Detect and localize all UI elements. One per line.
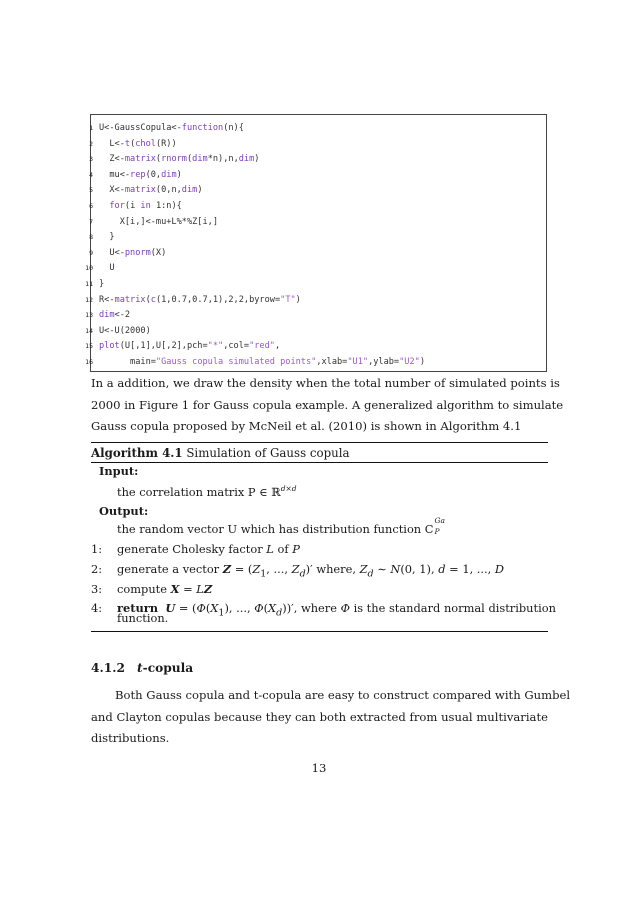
algorithm-label: Algorithm 4.1 xyxy=(91,446,183,460)
algorithm-output-label: Output: xyxy=(99,504,149,518)
code-text: U xyxy=(99,263,115,274)
code-text: X<-matrix(0,n,dim) xyxy=(99,185,203,196)
line-number: 2 xyxy=(89,139,93,148)
paragraph-line: 2000 in Figure 1 for Gauss copula example. A generalized algorithm to simulate xyxy=(91,397,564,412)
code-text: plot(U[,1],U[,2],pch="*",col="red", xyxy=(99,341,281,352)
paragraph-line: distributions. xyxy=(91,731,170,745)
line-number: 1 xyxy=(89,124,93,132)
line-number: 14 xyxy=(85,326,93,335)
code-listing xyxy=(85,114,547,372)
line-number: 11 xyxy=(85,280,93,288)
algorithm-step-continuation: function. xyxy=(117,611,169,625)
algorithm-step: generate a vector $Z = (Z_1$, ..., $Z_d)'$ where, $Z_d$ ∼ N(0, 1), d = 1, ..., D xyxy=(117,562,505,580)
algorithm-output-text: the random vector U which has distribution function C Ga P xyxy=(117,516,445,536)
line-number: 5 xyxy=(89,186,93,195)
algorithm-title: Simulation of Gauss copula xyxy=(186,446,350,460)
code-text: } xyxy=(99,279,105,289)
algorithm-step-number: 1: xyxy=(91,542,103,556)
algorithm-step: generate Cholesky factor L of P xyxy=(117,542,300,556)
code-text: X[i,]<-mu+L%*%Z[i,] xyxy=(99,216,218,227)
code-text: Z<-matrix(rnorm(dim*n),n,dim) xyxy=(99,154,260,165)
section-title: -copula xyxy=(142,661,194,675)
paragraph-line: Both Gauss copula and t-copula are easy to construct compared with Gumbel xyxy=(115,688,571,702)
code-text: } xyxy=(99,232,115,243)
code-text: R<-matrix(c(1,0.7,0.7,1),2,2,byrow="T") xyxy=(99,294,301,305)
line-number: 9 xyxy=(89,248,93,257)
algorithm-step: return $U = (\Phi(X_1)$, ..., $\Phi(X_d))'$, where Φ is the standard normal distribution xyxy=(117,601,556,619)
algorithm-step-number: 2: xyxy=(91,562,103,576)
algorithm-input-text: the correlation matrix P ∈ ℝ$^{d\times d}$ xyxy=(117,484,297,499)
line-number: 12 xyxy=(85,295,93,304)
algorithm-step: compute X = LZ xyxy=(117,582,213,596)
code-text: dim<-2 xyxy=(99,310,131,321)
line-number: 13 xyxy=(85,311,93,320)
algorithm-input-label: Input: xyxy=(99,464,139,478)
algorithm-caption xyxy=(91,446,350,460)
line-number: 16 xyxy=(85,358,93,366)
line-number: 10 xyxy=(85,264,93,273)
paragraph-line: Gauss copula proposed by McNeil et al. (2010) is shown in Algorithm 4.1 xyxy=(91,419,522,433)
code-text: for(i in 1:n){ xyxy=(109,201,182,211)
code-text: mu<-rep(0,dim) xyxy=(99,169,182,180)
line-number: 4 xyxy=(89,170,93,179)
code-text: L<-t(chol(R)) xyxy=(99,138,177,149)
page-number: 13 xyxy=(311,761,327,775)
paragraph-line: In a addition, we draw the density when the total number of simulated points is xyxy=(91,376,560,390)
code-text: main="Gauss copula simulated points",xlab="U1",ylab="U2") xyxy=(99,357,425,367)
algorithm-top-rule xyxy=(91,442,548,443)
algorithm-title-rule xyxy=(91,462,548,463)
algorithm-step-number: 3: xyxy=(91,582,103,596)
line-number: 3 xyxy=(89,155,93,164)
line-number: 6 xyxy=(89,202,93,210)
paragraph-intro xyxy=(91,373,564,438)
code-text: U<-pnorm(X) xyxy=(99,247,167,258)
paragraph-tcopula xyxy=(91,685,571,750)
section-heading xyxy=(91,661,193,675)
algorithm-step-number: 4: xyxy=(91,601,103,615)
section-title-italic: t xyxy=(137,661,143,675)
section-number: 4.1.2 xyxy=(91,661,125,675)
algorithm-bottom-rule xyxy=(91,631,548,632)
paragraph-line: and Clayton copulas because they can both extracted from usual multivariate xyxy=(91,709,548,724)
line-number: 15 xyxy=(85,342,93,351)
code-text: U<-GaussCopula<-function(n){ xyxy=(99,123,244,133)
line-number: 7 xyxy=(89,217,93,226)
line-number: 8 xyxy=(89,233,93,242)
code-text: U<-U(2000) xyxy=(99,325,151,336)
